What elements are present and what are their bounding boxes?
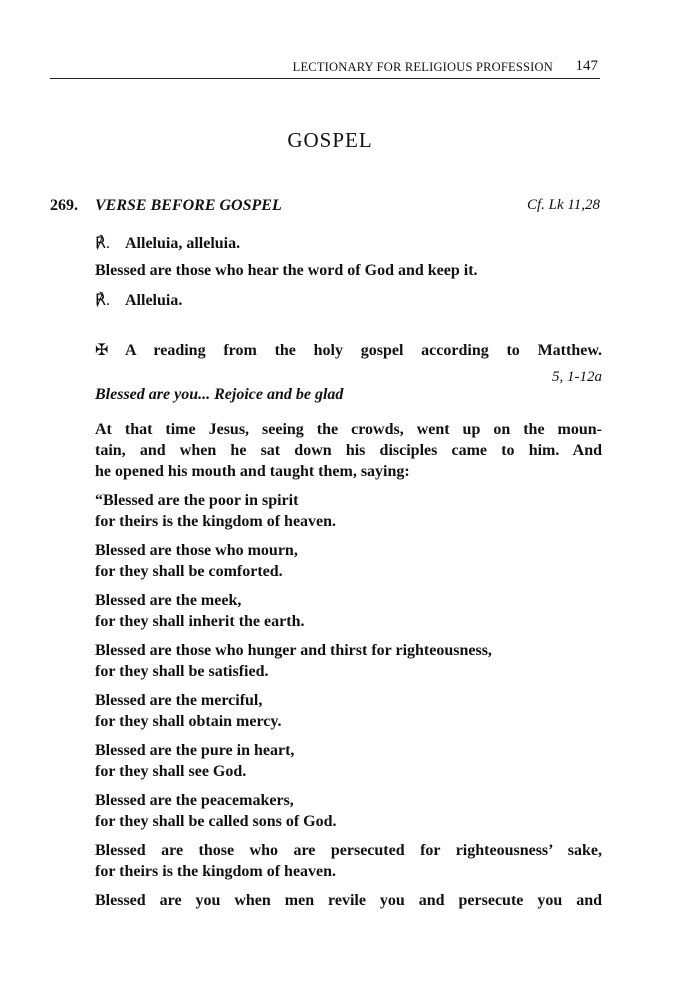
verse-text: Blessed are those who hear the word of God and keep it. [95, 262, 478, 279]
reading-line: Blessed are the pure in heart, [95, 742, 295, 759]
response-symbol: ℟. [95, 235, 110, 252]
reading-subtitle: Blessed are you... Rejoice and be glad [95, 386, 344, 403]
reading-line: he opened his mouth and taught them, saying: [95, 463, 410, 480]
reading-intro-line [95, 340, 602, 360]
entry-heading [50, 197, 600, 219]
response-line-2 [95, 290, 602, 310]
reading-line: Blessed are you when men revile you and persecute you and [95, 892, 602, 909]
reading-line: for theirs is the kingdom of heaven. [95, 513, 337, 530]
page-number: 147 [575, 58, 598, 74]
section-title: GOSPEL [287, 128, 373, 152]
response-line-1 [95, 233, 602, 253]
response-symbol: ℟. [95, 292, 110, 309]
reading-line: Blessed are those who mourn, [95, 542, 298, 559]
reading-line: for they shall be called sons of God. [95, 813, 337, 830]
reading-line: Blessed are those who hunger and thirst for righteousness, [95, 642, 492, 659]
reading-line: for they shall see God. [95, 763, 247, 780]
running-title: LECTIONARY FOR RELIGIOUS PROFESSION [292, 60, 553, 74]
reading-line: for they shall be comforted. [95, 563, 283, 580]
reading-reference: 5, 1-12a [552, 369, 602, 385]
entry-title: VERSE BEFORE GOSPEL [95, 197, 282, 214]
reading-line: Blessed are the peacemakers, [95, 792, 294, 809]
reading-line: tain, and when he sat down his disciples came to him. And [95, 442, 602, 459]
entry-reference: Cf. Lk 11,28 [526, 197, 600, 213]
running-header [50, 58, 600, 79]
reading-line: Blessed are the merciful, [95, 692, 263, 709]
reading-line: Blessed are the meek, [95, 592, 242, 609]
reading-line: for they shall inherit the earth. [95, 613, 305, 630]
entry-number: 269. [50, 197, 78, 214]
reading-line: for they shall be satisfied. [95, 663, 269, 680]
reading-intro: A reading from the holy gospel according to Matthew. [125, 342, 602, 359]
reading-line: Blessed are those who are persecuted for righteousness’ sake, [95, 842, 602, 859]
reading-line: At that time Jesus, seeing the crowds, went up on the moun- [95, 421, 602, 438]
reading-line: “Blessed are the poor in spirit [95, 492, 299, 509]
cross-icon: ✠ [95, 342, 109, 359]
reading-line: for theirs is the kingdom of heaven. [95, 863, 337, 880]
response-text-1: Alleluia, alleluia. [125, 235, 241, 252]
reading-line: for they shall obtain mercy. [95, 713, 282, 730]
response-text-2: Alleluia. [125, 292, 183, 309]
